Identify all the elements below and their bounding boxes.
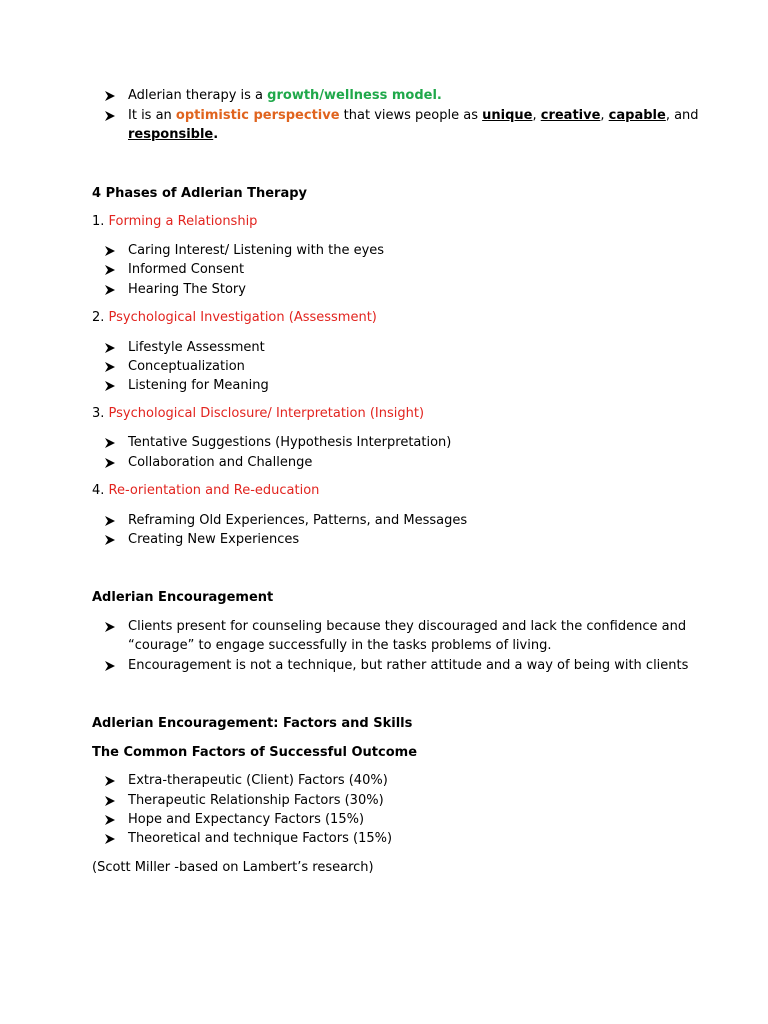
arrowhead-bullet-icon — [104, 457, 116, 469]
phase-title-text: Forming a Relationship — [108, 214, 258, 229]
list-item — [104, 453, 704, 472]
arrowhead-bullet-icon — [104, 284, 116, 296]
list-item — [104, 530, 704, 549]
list-item-text: Creating New Experiences — [128, 532, 300, 547]
arrowhead-bullet-icon — [104, 775, 116, 787]
arrowhead-bullet-icon — [104, 833, 116, 845]
phase-number: 3. — [92, 406, 109, 421]
list-item — [104, 771, 704, 790]
list-item-text: Informed Consent — [128, 262, 245, 277]
phase-title-text: Psychological Investigation (Assessment) — [108, 310, 377, 325]
phase-4-title — [92, 481, 319, 500]
list-item-text: Therapeutic Relationship Factors (30%) — [128, 793, 384, 808]
arrowhead-bullet-icon — [104, 380, 116, 392]
arrowhead-bullet-icon — [104, 795, 116, 807]
phases-heading: 4 Phases of Adlerian Therapy — [92, 186, 308, 201]
arrowhead-bullet-icon — [104, 515, 116, 527]
list-item-text: Clients present for counseling because they discouraged and lack the confidence and “courage” to engage successfully in the tasks problems of living. — [128, 619, 687, 653]
separator: , — [532, 108, 541, 123]
growth-model-highlight: growth/wellness model. — [267, 88, 442, 103]
list-item — [104, 433, 704, 452]
factors-subheading: The Common Factors of Successful Outcome — [92, 745, 418, 760]
list-item — [104, 617, 704, 655]
word-responsible: responsible — [128, 127, 214, 142]
phase-3-title — [92, 404, 424, 423]
list-item-text: Collaboration and Challenge — [128, 455, 313, 470]
arrowhead-bullet-icon — [104, 621, 116, 633]
intro-line2-mid: that views people as — [339, 108, 483, 123]
intro-line1-prefix: Adlerian therapy is a — [128, 88, 268, 103]
arrowhead-bullet-icon — [104, 90, 116, 102]
list-item — [104, 791, 704, 810]
arrowhead-bullet-icon — [104, 264, 116, 276]
list-item-text: Listening for Meaning — [128, 378, 269, 393]
list-item-text: Reframing Old Experiences, Patterns, and Messages — [128, 513, 468, 528]
arrowhead-bullet-icon — [104, 534, 116, 546]
intro-text-1 — [128, 86, 704, 105]
list-item — [104, 357, 704, 376]
word-unique: unique — [482, 108, 533, 123]
encouragement-heading: Adlerian Encouragement — [92, 590, 274, 605]
phase-2-title — [92, 308, 377, 327]
list-item — [104, 280, 704, 299]
list-item-text: Hearing The Story — [128, 282, 246, 297]
list-item — [104, 241, 704, 260]
intro-bullet-2 — [104, 106, 704, 144]
list-item-text: Encouragement is not a technique, but rather attitude and a way of being with clients — [128, 658, 689, 673]
list-item-text: Tentative Suggestions (Hypothesis Interpretation) — [128, 435, 452, 450]
phase-number: 2. — [92, 310, 109, 325]
optimistic-perspective-highlight: optimistic perspective — [175, 108, 340, 123]
phase-number: 4. — [92, 483, 109, 498]
word-creative: creative — [540, 108, 601, 123]
arrowhead-bullet-icon — [104, 342, 116, 354]
list-item — [104, 376, 704, 395]
phase-title-text: Re-orientation and Re-education — [108, 483, 320, 498]
list-item — [104, 511, 704, 530]
separator: , — [600, 108, 609, 123]
intro-line2-prefix: It is an — [128, 108, 176, 123]
arrowhead-bullet-icon — [104, 245, 116, 257]
arrowhead-bullet-icon — [104, 361, 116, 373]
citation: (Scott Miller -based on Lambert’s research) — [92, 860, 374, 875]
list-item — [104, 656, 704, 675]
list-item — [104, 338, 704, 357]
phase-title-text: Psychological Disclosure/ Interpretation (Insight) — [108, 406, 425, 421]
list-item-text: Caring Interest/ Listening with the eyes — [128, 243, 385, 258]
intro-text-2 — [128, 106, 704, 144]
phase-1-title — [92, 212, 257, 231]
list-item — [104, 810, 704, 829]
list-item-text: Theoretical and technique Factors (15%) — [128, 831, 393, 846]
list-item-text: Lifestyle Assessment — [128, 340, 265, 355]
list-item-text: Conceptualization — [128, 359, 245, 374]
factors-heading: Adlerian Encouragement: Factors and Skills — [92, 716, 413, 731]
end-period: . — [213, 127, 219, 142]
list-item — [104, 260, 704, 279]
word-capable: capable — [608, 108, 666, 123]
list-item — [104, 829, 704, 848]
list-item-text: Extra-therapeutic (Client) Factors (40%) — [128, 773, 388, 788]
arrowhead-bullet-icon — [104, 437, 116, 449]
arrowhead-bullet-icon — [104, 660, 116, 672]
arrowhead-bullet-icon — [104, 110, 116, 122]
arrowhead-bullet-icon — [104, 814, 116, 826]
phase-number: 1. — [92, 214, 109, 229]
intro-bullet-1 — [104, 86, 704, 105]
separator: , and — [665, 108, 699, 123]
list-item-text: Hope and Expectancy Factors (15%) — [128, 812, 365, 827]
